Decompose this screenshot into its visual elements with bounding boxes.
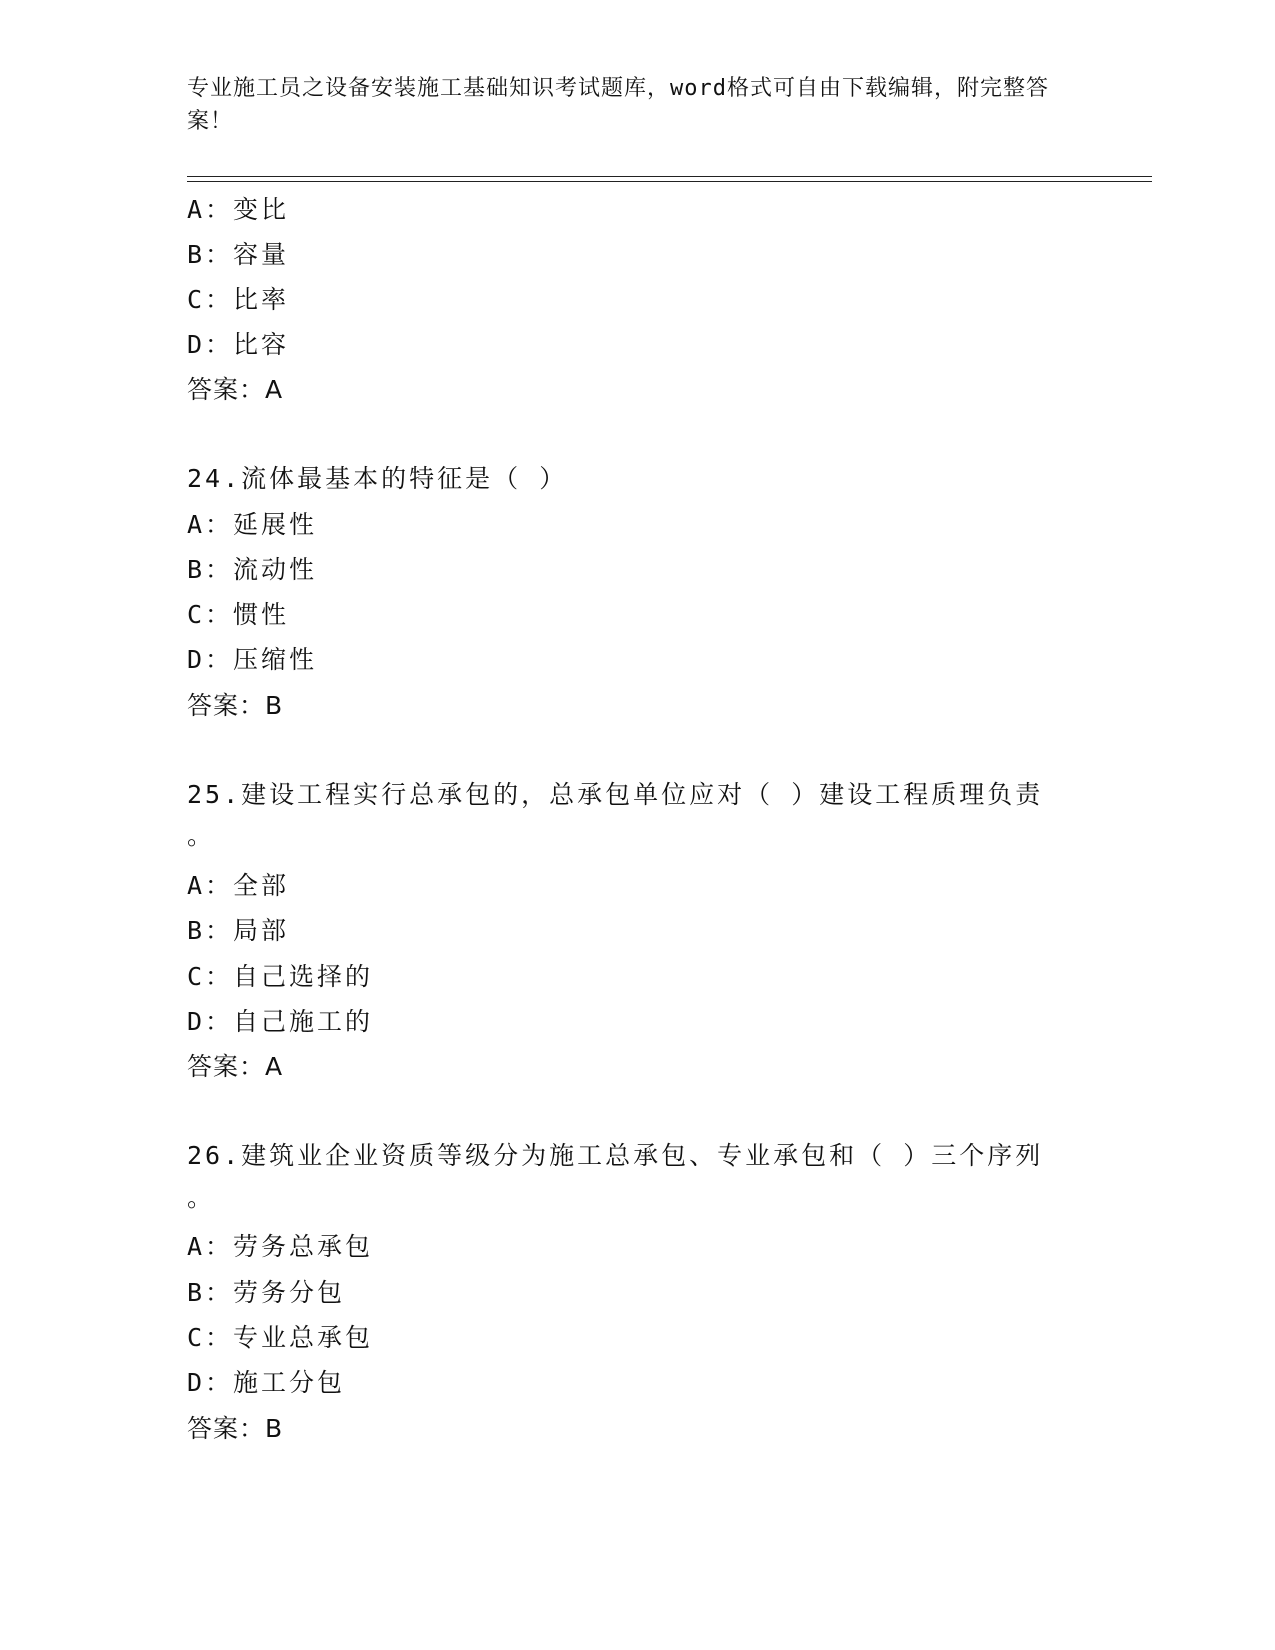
document-header: 专业施工员之设备安装施工基础知识考试题库，word格式可自由下载编辑，附完整答案！: [187, 76, 1049, 134]
q25-stem: 25.建设工程实行总承包的，总承包单位应对（ ）建设工程质理负责: [187, 780, 1044, 809]
q24-option-d: D：压缩性: [187, 645, 318, 674]
q24-answer: 答案：B: [187, 691, 284, 720]
q23-option-d: D：比容: [187, 330, 290, 359]
q23-option-c: C：比率: [187, 285, 290, 314]
q25-option-d: D：自己施工的: [187, 1007, 374, 1036]
q26-answer: 答案：B: [187, 1414, 284, 1443]
q26-option-d: D：施工分包: [187, 1368, 346, 1397]
q25-option-c: C：自己选择的: [187, 962, 374, 991]
q23-answer: 答案：A: [187, 375, 284, 404]
q24-option-c: C：惯性: [187, 600, 290, 629]
q24-option-b: B：流动性: [187, 555, 318, 584]
header-rule-top: [187, 176, 1152, 177]
q23-option-b: B：容量: [187, 240, 290, 269]
q25-answer: 答案：A: [187, 1052, 284, 1081]
q26-option-b: B：劳务分包: [187, 1278, 346, 1307]
q24-stem: 24.流体最基本的特征是（ ）: [187, 464, 568, 493]
q25-option-b: B：局部: [187, 916, 290, 945]
header-rule-bottom: [187, 181, 1152, 182]
q26-option-a: A：劳务总承包: [187, 1232, 374, 1261]
q25-option-a: A：全部: [187, 871, 290, 900]
q26-stem-tail: 。: [187, 1183, 216, 1212]
q25-stem-tail: 。: [187, 821, 216, 850]
q24-option-a: A：延展性: [187, 510, 318, 539]
q26-stem: 26.建筑业企业资质等级分为施工总承包、专业承包和（ ）三个序列: [187, 1141, 1044, 1170]
q26-option-c: C：专业总承包: [187, 1323, 374, 1352]
q23-option-a: A：变比: [187, 195, 290, 224]
